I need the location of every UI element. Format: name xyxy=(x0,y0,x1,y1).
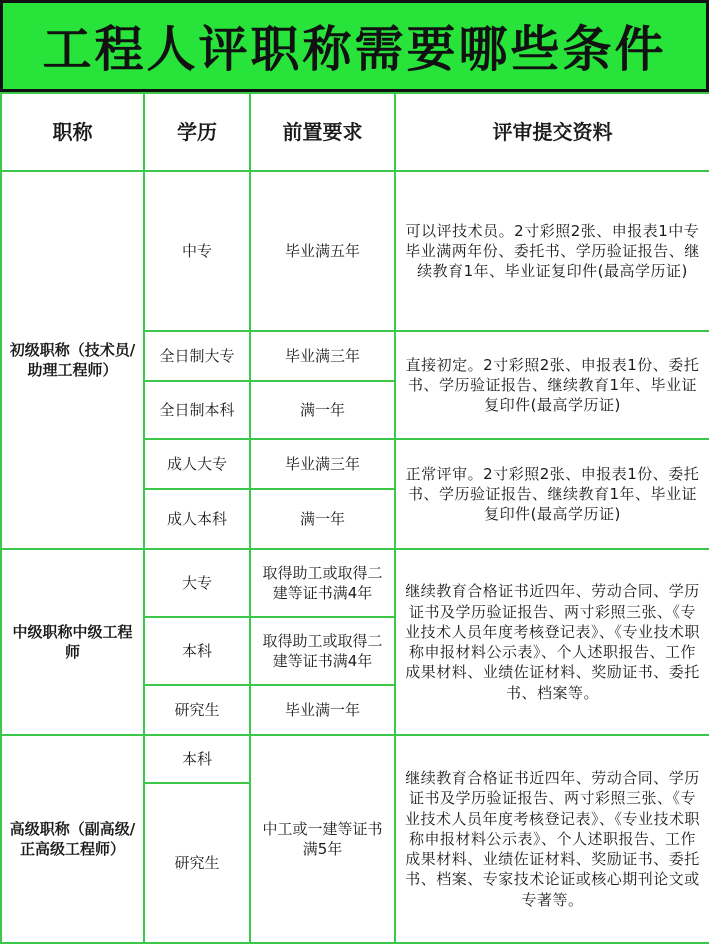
edu-cell: 成人本科 xyxy=(144,489,250,549)
req-cell: 取得助工或取得二建等证书满4年 xyxy=(250,617,395,685)
edu-cell: 大专 xyxy=(144,549,250,617)
materials-cell: 直接初定。2寸彩照2张、申报表1份、委托书、学历验证报告、继续教育1年、毕业证复印件(最高学历证) xyxy=(395,331,709,439)
materials-cell: 继续教育合格证书近四年、劳动合同、学历证书及学历验证报告、两寸彩照三张、《专业技术人员年度考核登记表》、《专业技术职称申报材料公示表》、个人述职报告、工作成果材料、业绩佐证材料、奖励证书、委托书、档案等。 xyxy=(395,549,709,735)
table-row xyxy=(1,735,709,783)
edu-cell: 全日制本科 xyxy=(144,381,250,439)
edu-cell: 中专 xyxy=(144,171,250,331)
page-title: 工程人评职称需要哪些条件 xyxy=(42,21,667,78)
table-row xyxy=(1,171,709,331)
edu-cell: 研究生 xyxy=(144,783,250,943)
header-title: 职称 xyxy=(1,93,144,171)
edu-cell: 全日制大专 xyxy=(144,331,250,381)
edu-cell: 成人大专 xyxy=(144,439,250,489)
req-cell: 满一年 xyxy=(250,489,395,549)
req-cell: 毕业满一年 xyxy=(250,685,395,735)
req-cell: 毕业满三年 xyxy=(250,439,395,489)
header-prerequisite: 前置要求 xyxy=(250,93,395,171)
materials-cell: 可以评技术员。2寸彩照2张、申报表1中专毕业满两年份、委托书、学历验证报告、继续教育1年、毕业证复印件(最高学历证) xyxy=(395,171,709,331)
req-cell: 满一年 xyxy=(250,381,395,439)
title-banner xyxy=(0,0,709,92)
header-materials: 评审提交资料 xyxy=(395,93,709,171)
req-cell: 毕业满三年 xyxy=(250,331,395,381)
level-middle: 中级职称中级工程师 xyxy=(1,549,144,735)
level-senior: 高级职称（副高级/正高级工程师） xyxy=(1,735,144,943)
req-cell: 毕业满五年 xyxy=(250,171,395,331)
table-row xyxy=(1,549,709,617)
header-education: 学历 xyxy=(144,93,250,171)
level-junior: 初级职称（技术员/助理工程师） xyxy=(1,171,144,549)
req-cell: 取得助工或取得二建等证书满4年 xyxy=(250,549,395,617)
edu-cell: 本科 xyxy=(144,735,250,783)
req-cell: 中工或一建等证书满5年 xyxy=(250,735,395,943)
edu-cell: 研究生 xyxy=(144,685,250,735)
edu-cell: 本科 xyxy=(144,617,250,685)
requirements-table xyxy=(0,92,709,944)
materials-cell: 继续教育合格证书近四年、劳动合同、学历证书及学历验证报告、两寸彩照三张、《专业技术人员年度考核登记表》、《专业技术职称申报材料公示表》、个人述职报告、工作成果材料、业绩佐证材料、奖励证书、委托书、档案、专家技术论证或核心期刊论文或专著等。 xyxy=(395,735,709,943)
materials-cell: 正常评审。2寸彩照2张、申报表1份、委托书、学历验证报告、继续教育1年、毕业证复印件(最高学历证) xyxy=(395,439,709,549)
header-row xyxy=(1,93,709,171)
